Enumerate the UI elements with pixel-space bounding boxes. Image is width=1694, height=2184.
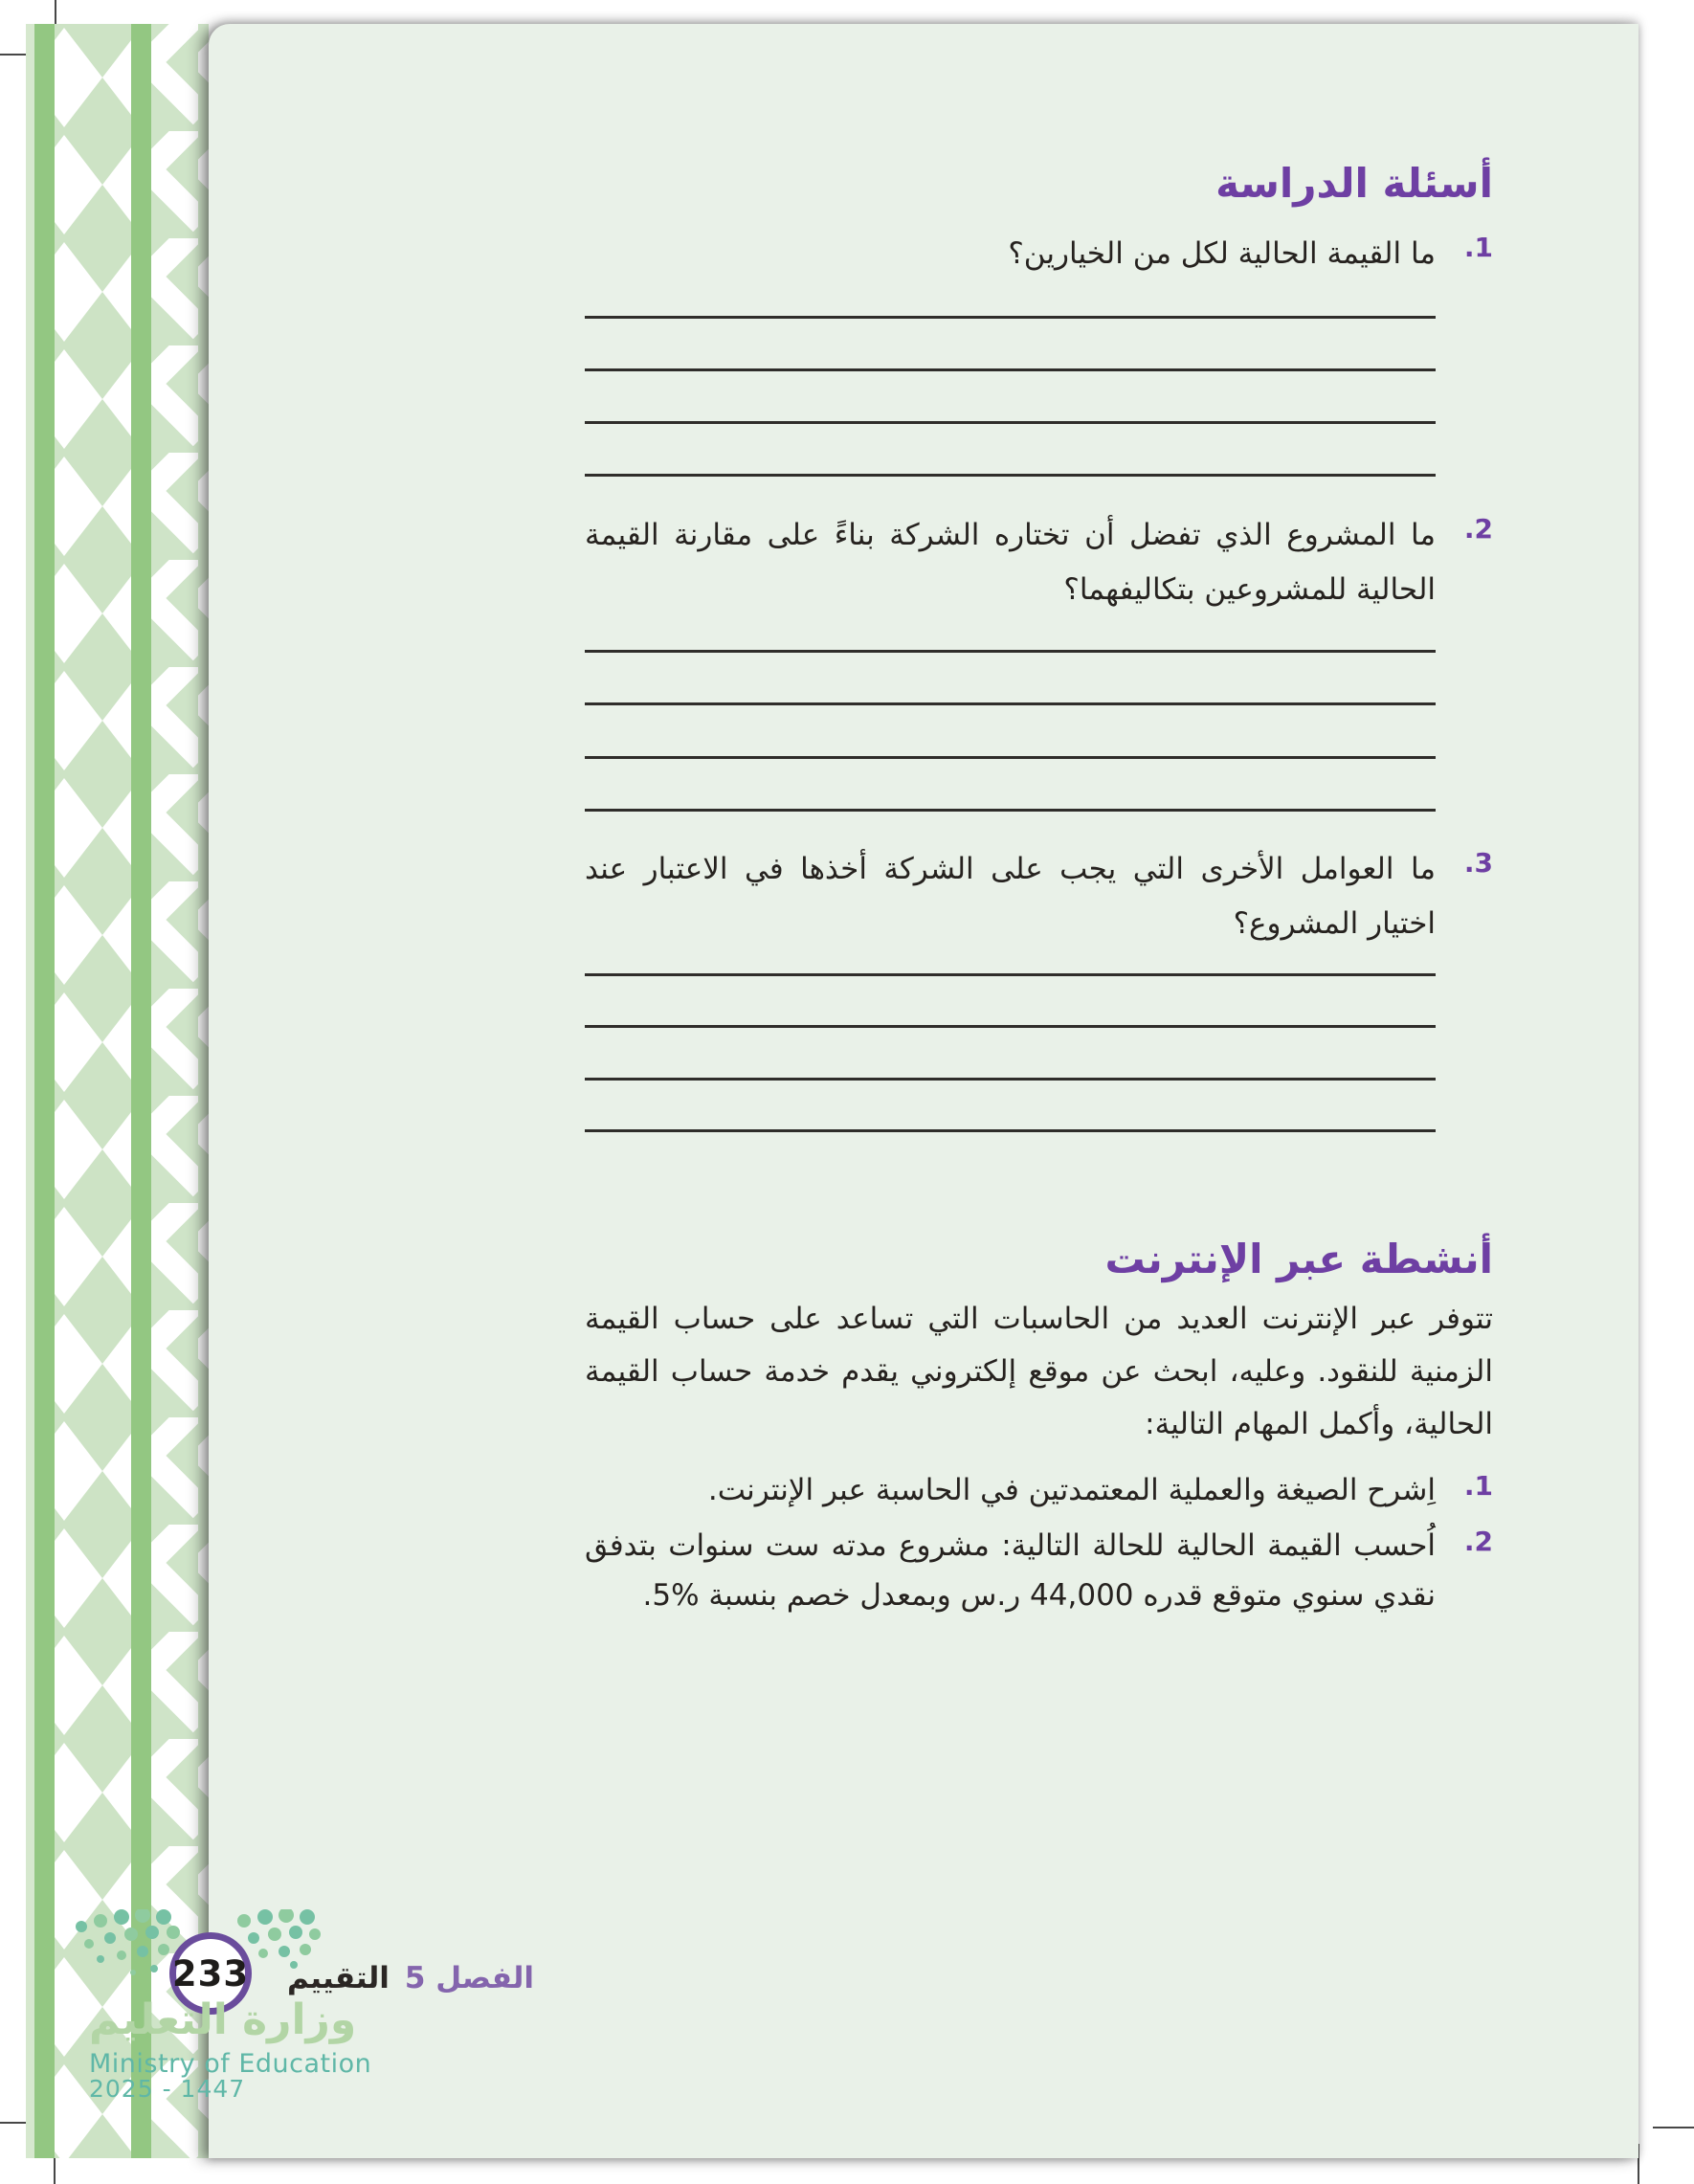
answer-line bbox=[585, 1129, 1436, 1132]
question-2-text: ما المشروع الذي تفضل أن تختاره الشركة بناءً على مقارنة القيمة الحالية للمشروعين بتكاليفهما؟ bbox=[585, 518, 1436, 607]
activity-item-1-number: 1. bbox=[1463, 1470, 1493, 1502]
answer-line bbox=[585, 809, 1436, 812]
activity-item-1 bbox=[585, 1465, 1493, 1515]
question-2-number: 2. bbox=[1463, 513, 1493, 545]
question-1 bbox=[585, 227, 1493, 281]
activity-item-2-number: 2. bbox=[1463, 1526, 1493, 1557]
ministry-years: 2025 - 1447 bbox=[89, 2075, 246, 2103]
page-content bbox=[585, 24, 1493, 2158]
answer-line bbox=[585, 973, 1436, 976]
activity-item-2-text: اُحسب القيمة الحالية للحالة التالية: مشروع مدته ست سنوات بتدفق نقدي سنوي متوقع قدره 44,000 ر.س وبمعدل خصم بنسبة %5. bbox=[585, 1528, 1436, 1613]
chapter-number-label: الفصل 5 bbox=[404, 1961, 535, 1995]
page-sheet bbox=[209, 24, 1638, 2158]
chapter-footer-label bbox=[287, 1961, 534, 1995]
activity-item-1-text: اِشرح الصيغة والعملية المعتمدتين في الحاسبة عبر الإنترنت. bbox=[707, 1473, 1436, 1507]
decorative-side-pattern bbox=[26, 24, 209, 2158]
answer-line bbox=[585, 316, 1436, 319]
activity-item-2 bbox=[585, 1521, 1493, 1620]
question-1-text: ما القيمة الحالية لكل من الخيارين؟ bbox=[1008, 236, 1436, 271]
question-3-text: ما العوامل الأخرى التي يجب على الشركة أخذها في الاعتبار عند اختيار المشروع؟ bbox=[585, 852, 1436, 941]
answer-line bbox=[585, 1025, 1436, 1028]
answer-line bbox=[585, 702, 1436, 705]
crop-mark bbox=[1653, 2127, 1694, 2128]
answer-line bbox=[585, 421, 1436, 424]
chapter-title-label: التقييم bbox=[287, 1961, 390, 1995]
answer-line bbox=[585, 756, 1436, 759]
answer-line bbox=[585, 650, 1436, 653]
question-3 bbox=[585, 842, 1493, 951]
answer-line bbox=[585, 368, 1436, 371]
ministry-wordmark-arabic: وزارة التعليم bbox=[89, 1995, 357, 2044]
answer-line bbox=[585, 1078, 1436, 1081]
page-number: 233 bbox=[171, 1952, 250, 1995]
question-3-number: 3. bbox=[1463, 847, 1493, 879]
answer-line bbox=[585, 474, 1436, 477]
question-1-number: 1. bbox=[1463, 232, 1493, 263]
question-2 bbox=[585, 508, 1493, 617]
side-pattern-graphic bbox=[26, 24, 209, 2158]
online-activities-intro: تتوفر عبر الإنترنت العديد من الحاسبات التي تساعد على حساب القيمة الزمنية للنقود. وعليه، ابحث عن موقع إلكتروني يقدم خدمة حساب القيمة الحالية، وأكمل المهام التالية: bbox=[585, 1302, 1493, 1441]
ministry-wordmark-english: Ministry of Education bbox=[89, 2049, 372, 2079]
study-questions-heading: أسئلة الدراسة bbox=[1215, 160, 1493, 207]
online-activities-heading: أنشطة عبر الإنترنت bbox=[1104, 1236, 1493, 1282]
